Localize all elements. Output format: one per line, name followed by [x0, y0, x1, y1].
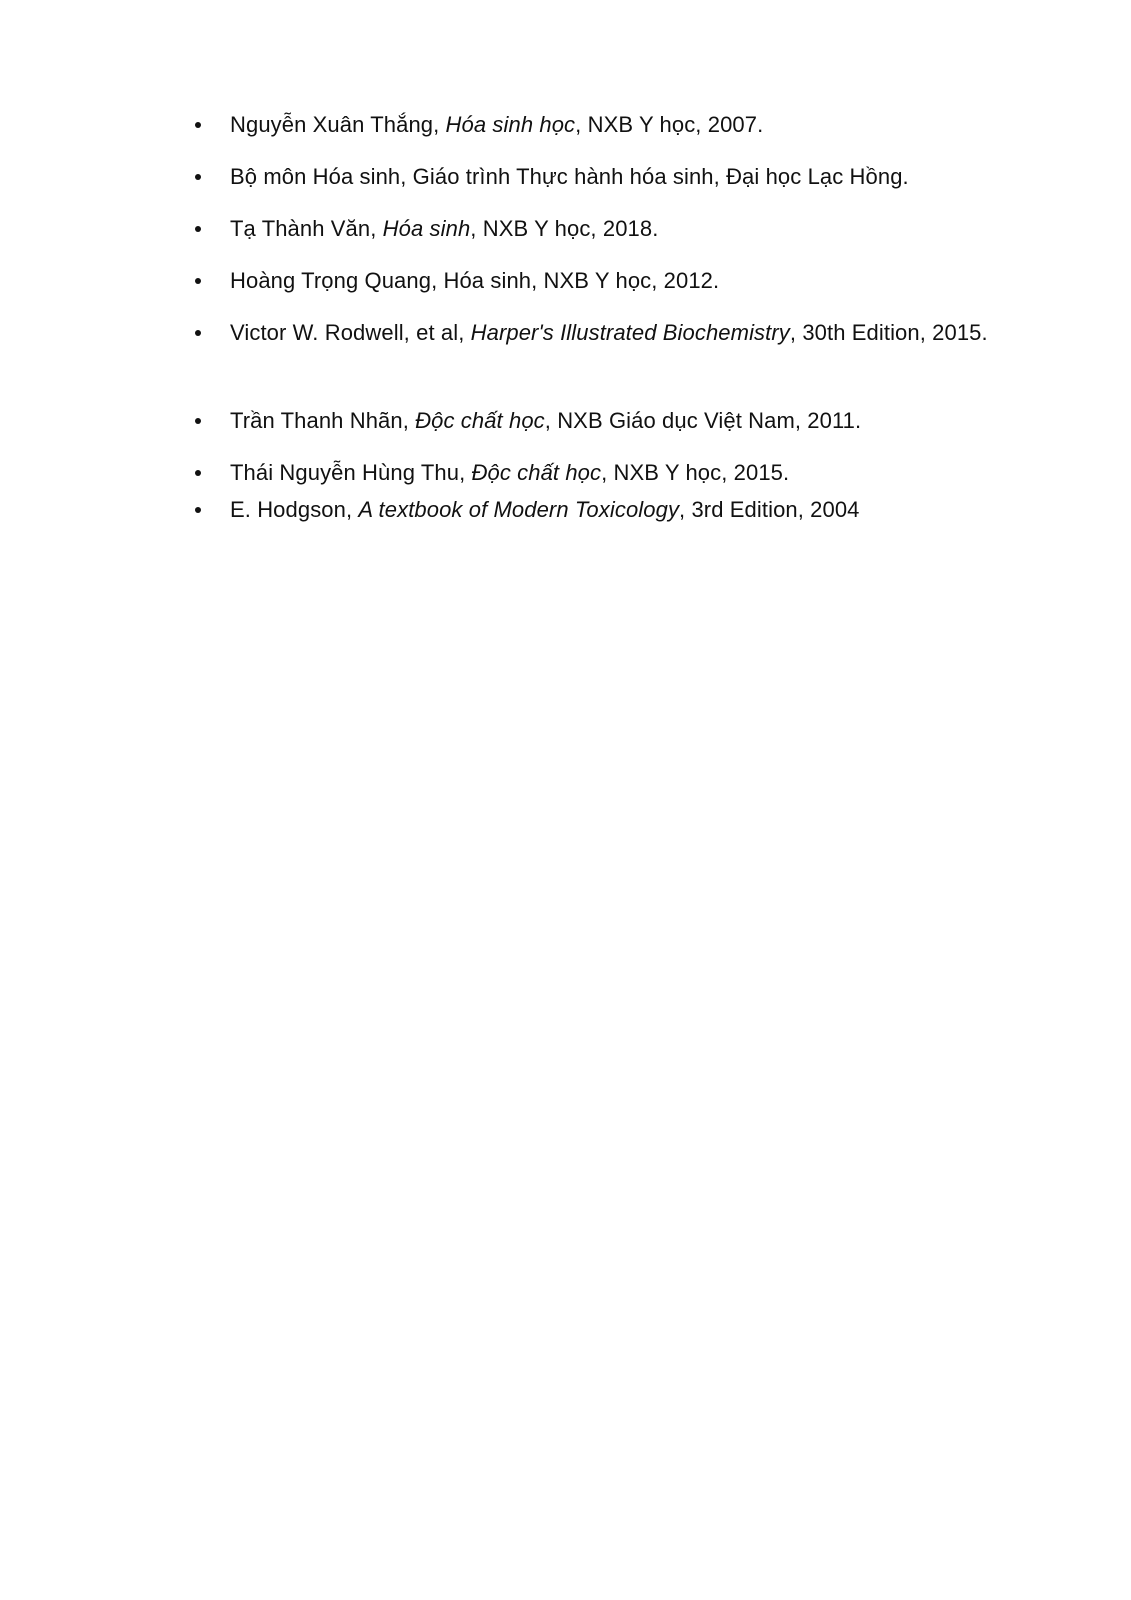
reference-title: Độc chất học: [471, 460, 602, 485]
reference-details: , 3rd Edition, 2004: [679, 497, 860, 522]
reference-authors: Thái Nguyễn Hùng Thu,: [230, 460, 472, 485]
reference-title: Harper's Illustrated Biochemistry: [470, 320, 790, 345]
reference-title: Độc chất học: [415, 408, 545, 433]
reference-text: [230, 315, 1025, 351]
bullet-icon: [195, 278, 201, 284]
bullet-icon: [195, 507, 201, 513]
reference-text: [230, 492, 1025, 528]
reference-item: [195, 211, 1025, 247]
reference-text: [230, 263, 1025, 299]
reference-item: [195, 263, 1025, 299]
reference-text: [230, 455, 1025, 491]
reference-text: [230, 159, 1025, 195]
reference-title: A textbook of Modern Toxicology: [358, 497, 680, 522]
bullet-icon: [195, 122, 201, 128]
reference-title: Hóa sinh: [382, 216, 471, 241]
reference-authors: Victor W. Rodwell, et al,: [230, 320, 471, 345]
reference-details: , NXB Giáo dục Việt Nam, 2011.: [544, 408, 862, 433]
reference-authors: Trần Thanh Nhãn,: [230, 408, 416, 433]
bullet-icon: [195, 418, 201, 424]
reference-details: , NXB Y học, 2007.: [575, 112, 764, 137]
reference-item: [195, 315, 1025, 351]
bullet-icon: [195, 470, 201, 476]
reference-details: , 30th Edition, 2015.: [789, 320, 988, 345]
reference-item: [195, 107, 1025, 143]
reference-text: [230, 211, 1025, 247]
bullet-icon: [195, 174, 201, 180]
reference-title: Hóa sinh học: [445, 112, 576, 137]
reference-details: , NXB Y học, 2018.: [470, 216, 659, 241]
reference-item: [195, 492, 1025, 528]
reference-item: [195, 455, 1025, 491]
reference-item: [195, 159, 1025, 195]
reference-details: , NXB Y học, 2015.: [601, 460, 790, 485]
reference-authors: Bộ môn Hóa sinh, Giáo trình Thực hành hóa sinh, Đại học Lạc Hồng.: [230, 164, 909, 189]
reference-authors: Tạ Thành Văn,: [230, 216, 383, 241]
reference-authors: Nguyễn Xuân Thắng,: [230, 112, 446, 137]
reference-text: [230, 403, 1025, 439]
reference-authors: E. Hodgson,: [230, 497, 359, 522]
reference-authors: Hoàng Trọng Quang, Hóa sinh, NXB Y học, 2012.: [230, 268, 720, 293]
bullet-icon: [195, 330, 201, 336]
reference-item: [195, 403, 1025, 439]
bullet-icon: [195, 226, 201, 232]
reference-text: [230, 107, 1025, 143]
